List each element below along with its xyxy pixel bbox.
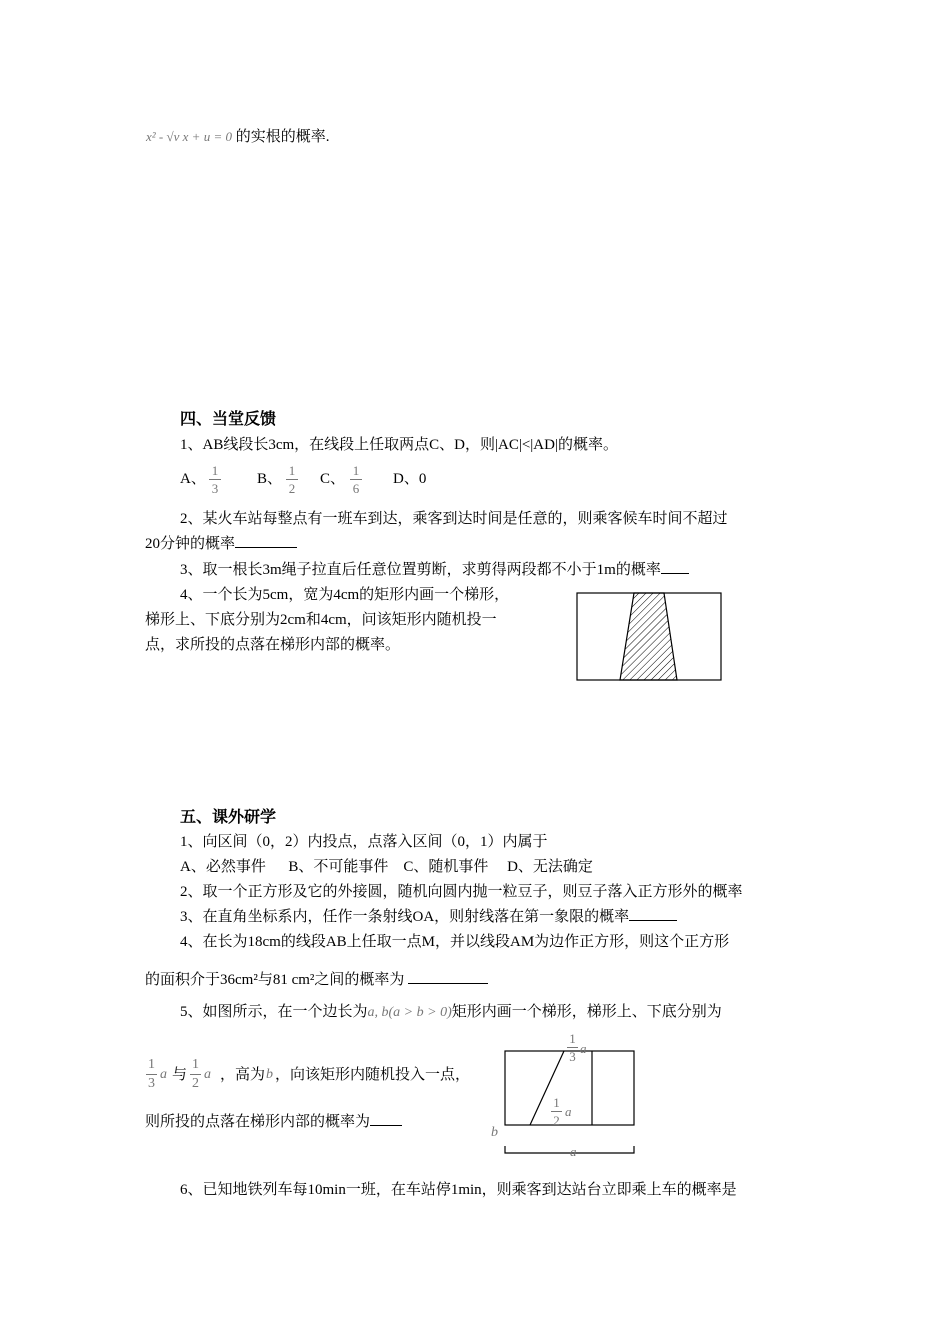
s5-q6-text: 6、已知地铁列车每10min一班，在车站停1min，则乘客到达站台立即乘上车的概率是 xyxy=(180,1182,737,1198)
s4-q3-text: 3、取一根长3m绳子拉直后任意位置剪断，求剪得两段都不小于1m的概率 xyxy=(180,562,661,578)
figure5-side-b: b xyxy=(491,1125,498,1140)
answer-blank xyxy=(370,1124,402,1126)
s4-q2-line1: 2、某火车站每整点有一班车到达，乘客到达时间是任意的，则乘客候车时间不超过 xyxy=(180,511,728,527)
figure5-mid-a: a xyxy=(565,1104,572,1119)
s5-q5-line1: 5、如图所示，在一个边长为a, b(a > b > 0)矩形内画一个梯形，梯形上、下底分别为 xyxy=(180,1004,722,1020)
s5-q5-line3-wrap xyxy=(145,1115,402,1130)
figure5-top-a: a xyxy=(580,1041,587,1056)
figure5-top-frac: 1 3 xyxy=(567,1032,578,1063)
s5-q4-line2-wrap xyxy=(145,973,488,988)
s4-q1-option-d-label: D、0 xyxy=(393,471,427,487)
equation-lhs: x² - √v x + u = 0 xyxy=(146,129,232,144)
answer-blank xyxy=(661,572,689,574)
s5-q2-text: 2、取一个正方形及它的外接圆，随机向圆内抛一粒豆子，则豆子落入正方形外的概率 xyxy=(180,884,743,900)
s4-q4-line3: 点，求所投的点落在梯形内部的概率。 xyxy=(145,637,401,653)
top-equation-line xyxy=(146,130,329,145)
s4-q2-line2: 20分钟的概率 xyxy=(145,536,236,552)
s4-q1-option-b-frac: 1 2 xyxy=(286,464,298,495)
trapezoid-in-rectangle-figure xyxy=(576,592,723,683)
s5-q5-line3: 则所投的点落在梯形内部的概率为 xyxy=(145,1114,371,1130)
figure5-mid-frac: 1 2 xyxy=(551,1096,562,1127)
s5-q4-line2: 的面积介于36cm²与81 cm²之间的概率为 xyxy=(145,972,409,988)
s5-q1-options: A、必然事件 B、不可能事件 C、随机事件 D、无法确定 xyxy=(180,859,593,875)
frac-one-half: 1 2 xyxy=(192,1057,199,1091)
s4-q1-text: 1、AB线段长3cm，在线段上任取两点C、D，则|AC|<|AD|的概率。 xyxy=(180,437,618,453)
s5-q5-math: a, b(a > b > 0) xyxy=(367,1005,452,1020)
s5-q3-text: 3、在直角坐标系内，任作一条射线OA，则射线落在第一象限的概率 xyxy=(180,909,630,925)
s5-q1-text: 1、向区间（0，2）内投点，点落入区间（0，1）内属于 xyxy=(180,834,548,850)
answer-blank xyxy=(629,919,677,921)
s5-q3-wrap xyxy=(180,910,677,925)
s4-q2-line2-wrap xyxy=(145,537,297,552)
equation-suffix: 的实根的概率. xyxy=(235,129,330,145)
frac-one-third: 1 3 xyxy=(148,1057,155,1091)
s4-q1-option-a-frac: 1 3 xyxy=(209,464,221,495)
s4-q1-option-b-label: B、 xyxy=(257,471,283,487)
s4-q1-option-a-label: A、 xyxy=(180,471,206,487)
figure5-bottom-a: a xyxy=(570,1144,577,1159)
s5-q4-line1: 4、在长为18cm的线段AB上任取一点M，并以线段AM为边作正方形，则这个正方形 xyxy=(180,934,730,950)
section5-heading: 五、课外研学 xyxy=(180,807,277,826)
s4-q1-option-c-frac: 1 6 xyxy=(350,464,362,495)
s4-q4-line1: 4、一个长为5cm，宽为4cm的矩形内画一个梯形， xyxy=(180,587,510,603)
s4-q4-line2: 梯形上、下底分别为2cm和4cm，问该矩形内随机投一 xyxy=(145,612,497,628)
section4-heading: 四、当堂反馈 xyxy=(180,409,277,428)
s4-q3-wrap xyxy=(180,563,689,578)
s4-q1-option-c-label: C、 xyxy=(320,471,346,487)
answer-blank xyxy=(408,982,488,984)
hatched-trapezoid xyxy=(620,593,677,680)
answer-blank xyxy=(235,546,297,548)
